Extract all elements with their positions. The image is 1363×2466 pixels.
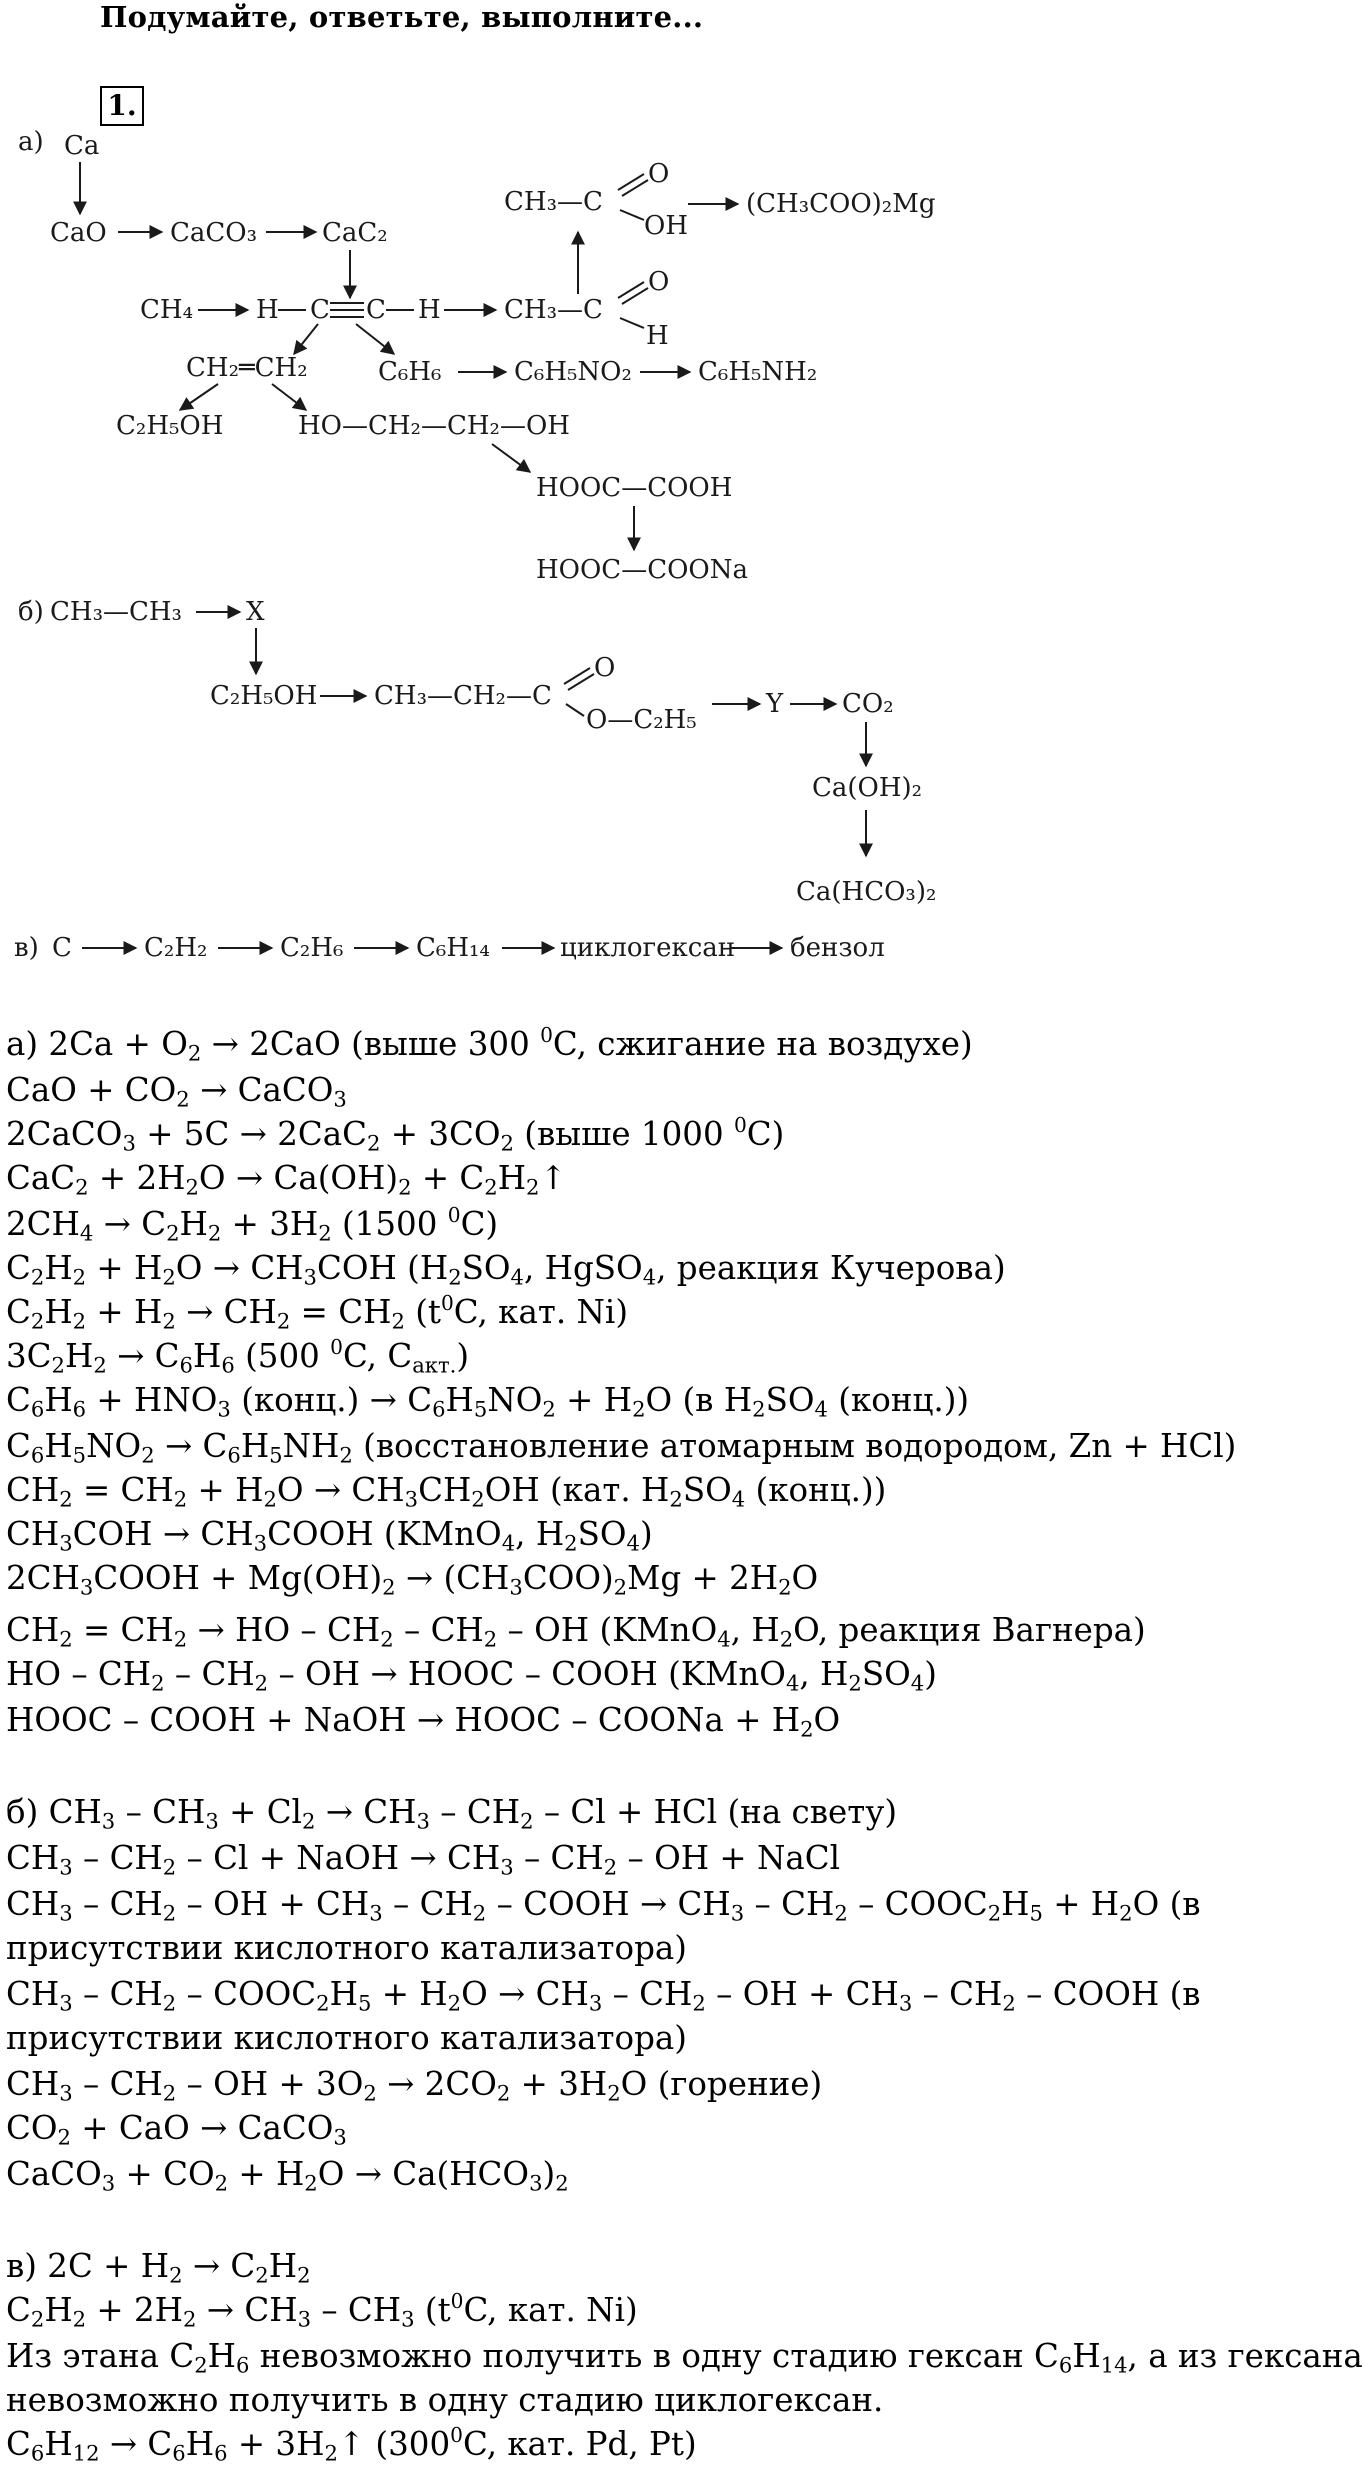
formula-ch4: CH₄: [140, 295, 193, 325]
arrow-glycol-oxalic: [492, 444, 530, 472]
arrow-acetylene-benzene: [356, 324, 394, 354]
word-cyclohexane: циклогексан: [560, 933, 736, 963]
arrow-ethylene-glycol: [272, 384, 306, 410]
acid-co-double-1: [618, 174, 644, 190]
equation-line: $CH_2 = CH_2 + H_2O \to CH_3CH_2OH$ (кат. $H_2SO_4$ (конц.)): [6, 1471, 887, 1512]
equation-line: $C_2H_2 + H_2 \to CH_2 = CH_2$ ($t^0C$, кат. Ni): [6, 1290, 628, 1334]
formula-caco3: CaCO₃: [170, 218, 258, 248]
formula-c2h6: C₂H₆: [280, 933, 344, 963]
equation-line: б) $CH_3 - CH_3 + Cl_2 \to CH_3 - CH_2 - Cl$ + HCl (на свету): [6, 1793, 898, 1834]
formula-nitrobenzene: C₆H₅NO₂: [514, 357, 632, 387]
formula-x: X: [246, 597, 265, 627]
equation-line: $3C_2H_2 \to C_6H_6$ (500 $^0$C, $C_{акт.}$): [6, 1334, 470, 1378]
acetylene-h-left: H: [256, 295, 279, 325]
formula-aniline: C₆H₅NH₂: [698, 357, 818, 387]
equation-line: $2CH_3COOH + Mg(OH)_2 \to (CH_3COO)_2Mg + 2H_2O$: [6, 1559, 819, 1600]
equation-line: а) $2Ca + O_2 \to 2CaO$ (выше 300 $^0$C, сжигание на воздухе): [6, 1022, 973, 1066]
acid-coh-bond: [620, 210, 644, 220]
acid-chain: CH₃—C: [504, 187, 603, 217]
aldehyde-chain: CH₃—C: [504, 295, 603, 325]
acid-o: O: [648, 159, 670, 189]
equation-line: $CO_2$ + CaO → CaCO$_3$: [6, 2109, 347, 2150]
scheme-b-label: б): [18, 597, 44, 627]
acid-co-double-2: [622, 180, 648, 196]
formula-y: Y: [766, 689, 784, 719]
ester-o-top: O: [594, 653, 616, 683]
formula-c2h2: C₂H₂: [144, 933, 208, 963]
formula-caoh2: Ca(OH)₂: [812, 773, 923, 803]
scheme-a: [18, 127, 936, 585]
formula-benzene: C₆H₆: [378, 357, 442, 387]
equation-line: $CH_3 - CH_2$ – $COOC_2H_5 + H_2O \to CH_3 - CH_2$ – OH + $CH_3 - CH_2$ – COOH (в: [6, 1975, 1201, 2016]
equation-line: $C_6H_6 + HNO_3$ (конц.) → $C_6H_5NO_2 + H_2O$ (в $H_2SO_4$ (конц.)): [6, 1381, 970, 1422]
acetylene-c-right: C: [366, 295, 386, 325]
aldehyde-o: O: [648, 267, 670, 297]
aldehyde-ch-bond: [620, 318, 644, 328]
equation-line: $CH_3 - CH_2$ – OH + $CH_3 - CH_2$ – COOH → $CH_3 - CH_2$ – $COOC_2H_5 + H_2O$ (в: [6, 1885, 1201, 1926]
formula-cac2: CaC₂: [322, 218, 388, 248]
equation-line: Из этана $C_2H_6$ невозможно получить в одну стадию гексан $C_6H_{14}$, а из гексана: [6, 2337, 1363, 2378]
formula-c6h14: C₆H₁₄: [416, 933, 490, 963]
formula-oxalic-acid: HOOC—COOH: [536, 473, 733, 503]
acetylene-c-left: C: [310, 295, 330, 325]
equation-line: HO – $CH_2 - CH_2$ – OH → HOOC – COOH (KMnO$_4$, $H_2SO_4$): [6, 1655, 937, 1696]
ester-chain: CH₃—CH₂—C: [374, 681, 552, 711]
arrow-acetylene-ethylene: [294, 324, 318, 354]
formula-hydrogen-oxalate: HOOC—COONa: [536, 555, 748, 585]
formula-cao: CaO: [50, 218, 107, 248]
equation-line: присутствии кислотного катализатора): [6, 2019, 687, 2057]
word-benzene: бензол: [790, 933, 885, 963]
ester-alkoxy: O—C₂H₅: [586, 705, 697, 735]
formula-cahco3: Ca(HCO₃)₂: [796, 877, 937, 907]
ester-co-double-2: [568, 674, 594, 690]
equation-line: $CH_3COH$ → $CH_3COOH$ (KMnO$_4$, $H_2SO_4$): [6, 1515, 653, 1556]
scheme-v: [14, 933, 885, 963]
formula-ethylene: CH₂═CH₂: [186, 353, 308, 383]
formula-co2: CO₂: [842, 689, 894, 719]
equation-line: $C_6H_{12} \to C_6H_6$ + $3H_2↑$ ($300^0C$, кат. Pd, Pt): [6, 2422, 697, 2466]
equation-line: HOOC – COOH + NaOH → HOOC – COONa + $H_2O$: [6, 1701, 841, 1742]
formula-glycol: HO—CH₂—CH₂—OH: [298, 411, 570, 441]
equation-line: невозможно получить в одну стадию циклогексан.: [6, 2381, 884, 2419]
aldehyde-h: H: [646, 321, 669, 351]
formula-ca: Ca: [64, 131, 100, 161]
page-heading: Подумайте, ответьте, выполните...: [100, 0, 704, 34]
formula-c: C: [52, 933, 72, 963]
reaction-schemes: [0, 110, 1299, 990]
equation-line: $C_2H_2 + 2H_2 \to CH_3 - CH_3$ ($t^0C$, кат. Ni): [6, 2288, 638, 2332]
aldehyde-co-double-2: [622, 288, 648, 304]
equation-line: $2CH_4 \to C_2H_2 + 3H_2$ (1500 $^0$C): [6, 1202, 499, 1246]
scheme-a-label: а): [18, 127, 44, 157]
equation-line: присутствии кислотного катализатора): [6, 1929, 687, 1967]
equation-line: $CH_3 - CH_2$ – OH + $3O_2 \to 2CO_2 + 3H_2O$ (горение): [6, 2065, 823, 2106]
arrow-ethylene-ethanol: [180, 384, 218, 410]
equation-line: $C_6H_5NO_2 \to C_6H_5NH_2$ (восстановление атомарным водородом, Zn + HCl): [6, 1427, 1237, 1468]
formula-ethanol-b: C₂H₅OH: [210, 681, 318, 711]
equation-line: $CH_2 = CH_2$ → HO – $CH_2 - CH_2$ – OH (KMnO$_4$, $H_2O$, реакция Вагнера): [6, 1611, 1146, 1652]
task-number-box: 1.: [100, 86, 144, 126]
acid-oh: OH: [644, 211, 688, 241]
equation-line: 2CaCO$_3$ + $5C \to 2CaC_2 + 3CO_2$ (выше 1000 $^0$C): [6, 1112, 785, 1156]
scheme-v-label: в): [14, 933, 39, 963]
formula-ethane: CH₃—CH₃: [50, 597, 182, 627]
ester-co-double-1: [564, 668, 590, 684]
scheme-b: [18, 597, 936, 907]
equation-line: $CH_3 - CH_2$ – Cl + NaOH → $CH_3 - CH_2$ – OH + NaCl: [6, 1839, 841, 1880]
equation-line: в) $2C + H_2 \to C_2H_2$: [6, 2247, 311, 2288]
formula-ethanol-a: C₂H₅OH: [116, 411, 224, 441]
ester-co-single: [566, 704, 584, 716]
equation-line: CaO + $CO_2$ → CaCO$_3$: [6, 1071, 347, 1112]
formula-mg-acetate: (CH₃COO)₂Mg: [746, 189, 936, 219]
equation-line: $CaC_2 + 2H_2O \to Ca(OH)_2$ + $C_2H_2↑$: [6, 1159, 567, 1200]
acetylene-h-right: H: [418, 295, 441, 325]
aldehyde-co-double-1: [618, 282, 644, 298]
equation-line: $C_2H_2 + H_2O \to CH_3COH$ ($H_2SO_4$, HgSO$_4$, реакция Кучерова): [6, 1249, 1006, 1290]
equation-line: CaCO$_3$ + $CO_2 + H_2O \to Ca(HCO_3)_2$: [6, 2155, 569, 2196]
